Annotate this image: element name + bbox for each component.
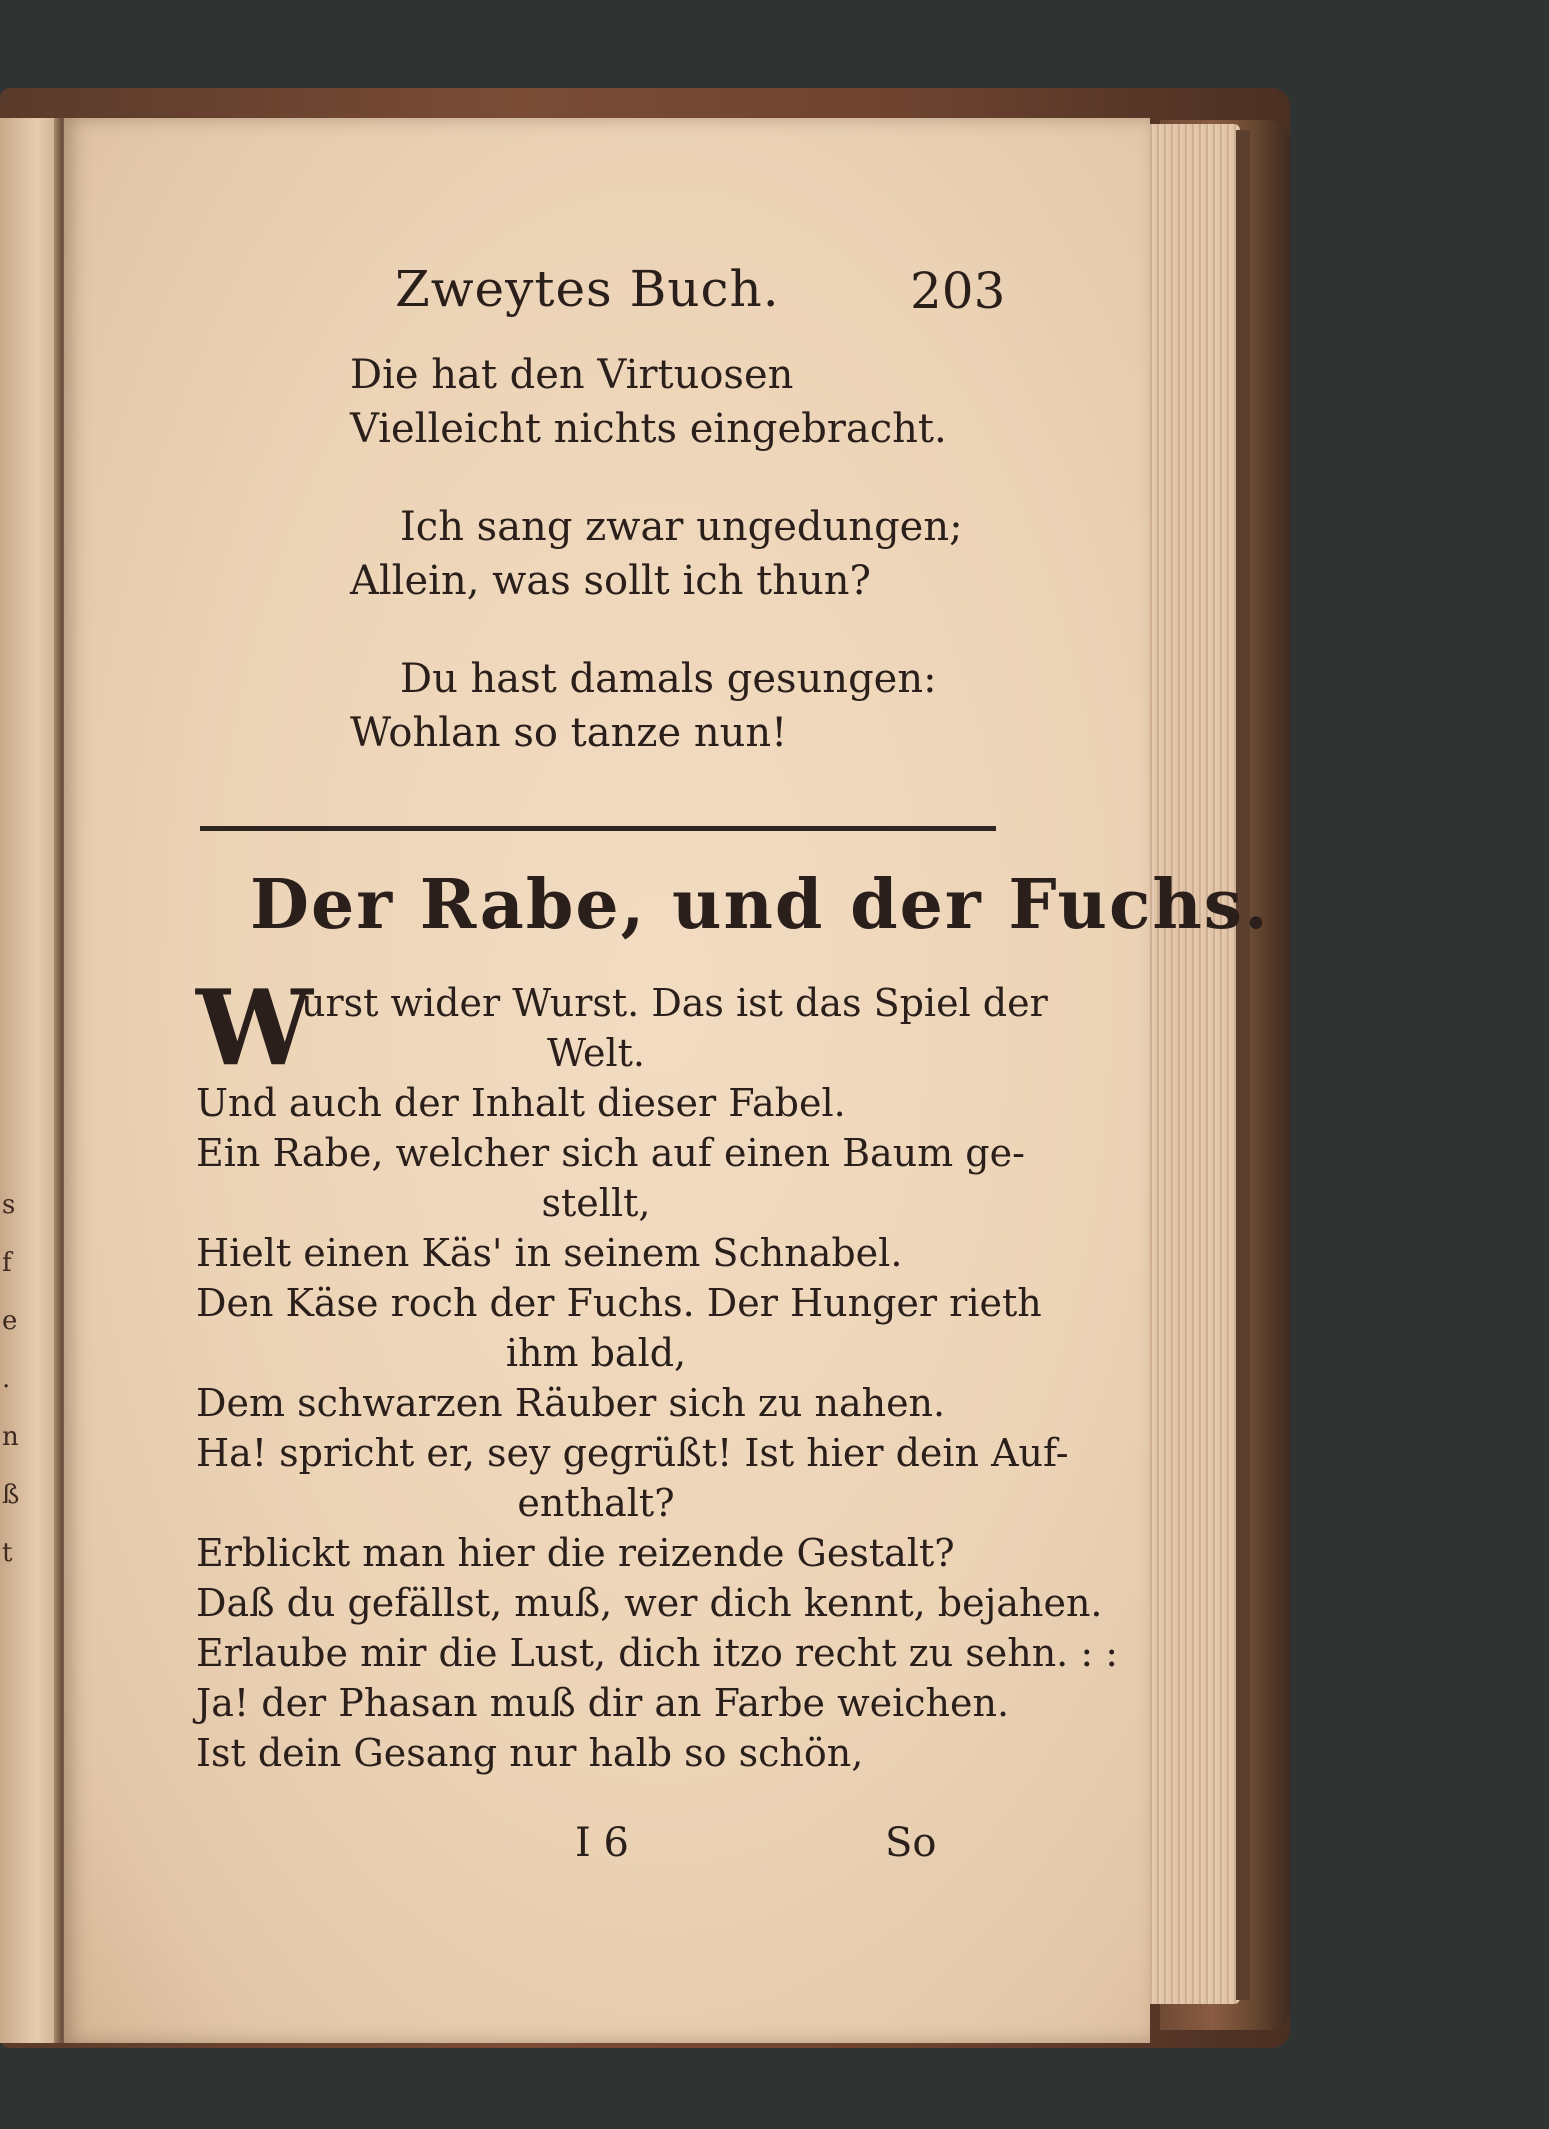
fable-line: Daß du gefällst, muß, wer dich kennt, bejahen. (196, 1581, 1103, 1625)
running-title: Zweytes Buch. (395, 260, 780, 318)
fable-line: Ist dein Gesang nur halb so schön, (196, 1731, 864, 1775)
stanza (350, 652, 937, 760)
left-page-margin-text (2, 1190, 22, 1596)
fable-line: Und auch der Inhalt dieser Fabel. (196, 1081, 846, 1125)
verse-line: Die hat den Virtuosen (350, 352, 794, 398)
left-margin-char: f (2, 1248, 12, 1278)
fable-line: Erblickt man hier die reizende Gestalt? (196, 1531, 955, 1575)
verse-line: Vielleicht nichts eingebracht. (350, 406, 947, 452)
fable-line: Dem schwarzen Räuber sich zu nahen. (196, 1381, 946, 1425)
left-page-sliver (0, 118, 62, 2043)
fable-line: ihm bald, (505, 1331, 687, 1375)
fable-line: urst wider Wurst. Das ist das Spiel der (301, 981, 1048, 1025)
left-margin-char: t (2, 1538, 13, 1568)
fable-title: Der Rabe, und der Fuchs. (250, 865, 1270, 945)
left-margin-char: ß (2, 1480, 20, 1510)
catchword: So (885, 1820, 937, 1866)
left-margin-char: s (2, 1190, 16, 1220)
fable-line: Den Käse roch der Fuchs. Der Hunger rieth (196, 1281, 1042, 1325)
signature-mark: I 6 (575, 1820, 629, 1866)
fable-line: Hielt einen Käs' in seinem Schnabel. (196, 1231, 903, 1275)
left-margin-char: n (2, 1422, 19, 1452)
stanza (350, 500, 963, 608)
fable-line: Welt. (547, 1031, 645, 1075)
left-margin-char: . (2, 1364, 11, 1394)
verse-line: Ich sang zwar ungedungen; (400, 504, 963, 550)
fable-text (196, 966, 1119, 1778)
section-rule (200, 826, 996, 831)
verse-line: Wohlan so tanze nun! (350, 710, 788, 756)
verse-line: Du hast damals gesungen: (400, 656, 937, 702)
verse-line: Allein, was sollt ich thun? (350, 558, 871, 604)
fable-line: Ja! der Phasan muß dir an Farbe weichen. (196, 1681, 1010, 1725)
fable-line: stellt, (541, 1181, 651, 1225)
fable-line: enthalt? (517, 1481, 675, 1525)
fable-line: Ein Rabe, welcher sich auf einen Baum ge- (196, 1131, 1025, 1175)
fable-line: Erlaube mir die Lust, dich itzo recht zu sehn. : : (196, 1631, 1119, 1675)
drop-cap: W (196, 966, 313, 1089)
page-number: 203 (910, 262, 1006, 320)
fable-line: Ha! spricht er, sey gegrüßt! Ist hier dein Auf- (196, 1431, 1069, 1475)
page-block-edge (1140, 124, 1240, 2004)
stanza (350, 348, 947, 456)
left-margin-char: e (2, 1306, 18, 1336)
page-block-shadow (1236, 130, 1250, 2000)
